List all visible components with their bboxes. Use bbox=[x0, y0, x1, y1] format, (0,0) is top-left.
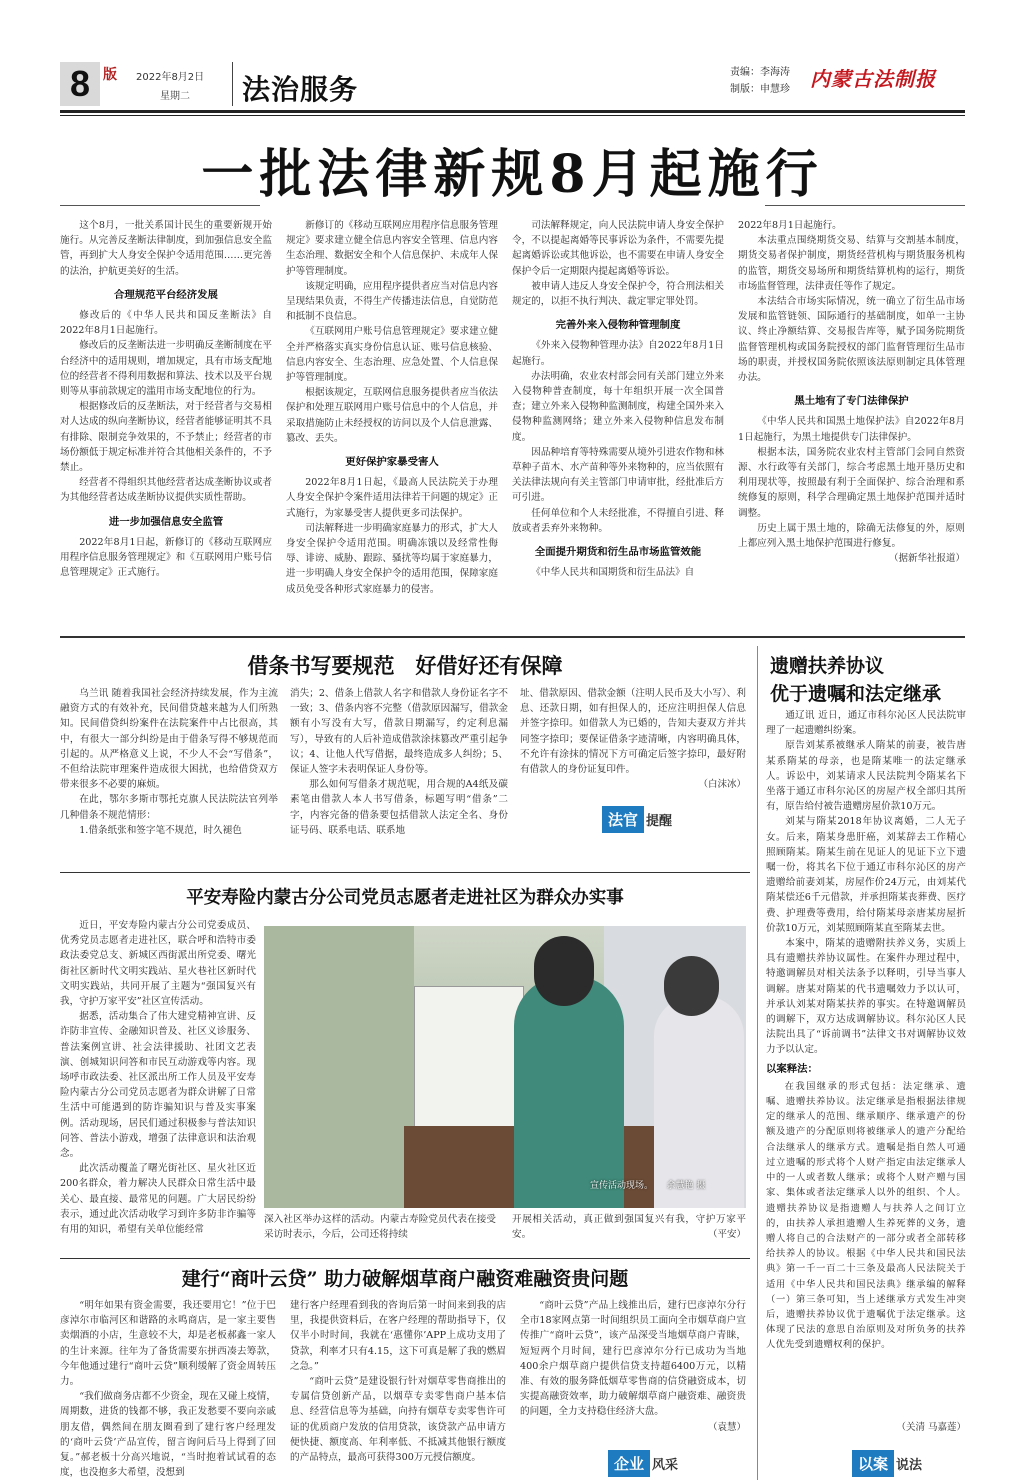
paragraph: 办法明确，农业农村部会同有关部门建立外来入侵物种普查制度，每十年组织开展一次全国普查；建立外来入侵物种监测制度，构建全国外来入侵物种监测网络；建立外来入侵物种信息发布制度。 bbox=[512, 370, 724, 443]
paragraph: 刘某与隋某2018年协议离婚，二人无子女。后来，隋某身患肝癌，刘某辞去工作精心照顾隋某。隋某生前在见证人的见证下立下遗嘱一份，将其名下位于通辽市科尔沁区的房产遗赠给前妻刘某，房屋作价24万元，由刘某代隋某偿还6千元借款，并承担隋某丧葬费、医疗费、护理费等费用，给付隋某母亲唐某房屋折价款10万元，刘某照顾隋某直至隋某去世。 bbox=[766, 816, 966, 934]
paragraph: 新修订的《移动互联网应用程序信息服务管理规定》要求建立健全信息内容安全管理、信息内容生态治理、数据安全和个人信息保护、未成年人保护等管理制度。 bbox=[286, 220, 498, 277]
paragraph: 2022年8月1日起，新修订的《移动互联网应用程序信息服务管理规定》和《互联网用户账号信息管理规定》正式施行。 bbox=[60, 536, 272, 579]
paragraph: “明年如果有资金需要，我还要用它！”位于巴彦淖尔市临河区和谐路的永鸣商店，是一家主要售卖烟酒的小店，生意较不大，却是老板郝鑫一家人的生计来源。往年为了备货需要东拼西凑去筹款，今年他通过建行“商叶云贷”顺利缓解了资金周转压力。 bbox=[60, 1300, 276, 1388]
ccb-column-1 bbox=[60, 1298, 276, 1478]
lead-subhead: 黑土地有了专门法律保护 bbox=[794, 395, 909, 408]
paragraph: 址、借款原因、借款金额（注明人民币及大小写）、利息、还款日期，如有担保人的，还应注明担保人信息并签字捺印。如借款人为已婚的，告知夫妻双方并共同签字捺印；要保证借条字迹清晰，内容明确具体，不允许有涂抹的情况下方可确定后签字捺印，最好附有借款人的身份证复印件。 bbox=[520, 688, 746, 776]
case-explain-body: 在我国继承的形式包括：法定继承、遗嘱、遗赠扶养协议。法定继承是指根据法律规定的继承人的范围、继承顺序、继承遗产的份额及遗产的分配原则将被继承人的遗产分配给合法继承人的继承方式。遗嘱是指自然人可通过立遗嘱的形式将个人财产指定由法定继承人中的一人或者数人继承；或将个人财产赠与国家、集体或者法定继承人以外的组织、个人。遗赠扶养协议是指遗赠人与扶养人之间订立的，由扶养人承担遗赠人生养死葬的义务，遗赠人将自己的合法财产的一部分或者全部转移给扶养人的协议。根据《中华人民共和国民法典》第一千一百二十三条及最高人民法院关于适用《中华人民共和国民法典》继承编的解释（一）第三条可知，当上述继承方式发生冲突后，遗赠扶养协议优于遗嘱优于法定继承。这体现了民法的意思自治原则及对所负务的扶养人优先受到遗赠权利的保护。 bbox=[766, 1080, 966, 1351]
lead-subhead: 完善外来入侵物种管理制度 bbox=[555, 319, 681, 332]
article-credit: （平安） bbox=[707, 1229, 746, 1241]
ccb-column-2 bbox=[290, 1298, 506, 1478]
photo-volunteer bbox=[514, 976, 624, 1208]
lead-subhead: 全面提升期货和衍生品市场监管效能 bbox=[534, 546, 702, 559]
paragraph: 2022年8月1日起，《最高人民法院关于办理人身安全保护令案件适用法律若干问题的规定》正式施行，为家暴受害人提供更多司法保护。 bbox=[286, 477, 498, 519]
gift-article-body bbox=[766, 708, 966, 1393]
lead-subhead: 更好保护家暴受害人 bbox=[345, 456, 439, 469]
article-credit: （白沫冰） bbox=[698, 779, 746, 791]
paragraph: 因品种培育等特殊需要从境外引进农作物和林草种子苗木、水产苗种等外来物种的，应当依照有关法律法规向有关主管部门申请审批，经批准后方可引进。 bbox=[512, 446, 724, 504]
pingan-column-3 bbox=[512, 1212, 746, 1258]
tag-text: 说法 bbox=[896, 1458, 923, 1473]
section-rule bbox=[60, 636, 965, 638]
ccb-column-3 bbox=[520, 1298, 746, 1440]
paragraph: 在此，鄂尔多斯市鄂托克旗人民法院法官列举几种借条不规范情形： bbox=[60, 794, 278, 821]
header-rule-thin bbox=[60, 115, 965, 116]
paragraph: 1.借条纸张和签字笔不规范，时久褪色 bbox=[79, 824, 242, 836]
paragraph: 此次活动覆盖了曙光街社区、星火社区近200名群众，着力解决人民群众日常生活中最关心、最直接、最常见的问题。广大居民纷纷表示，通过此次活动收学习到许多防非诈骗等有用的知识，希望有关单位能经常 bbox=[60, 1163, 256, 1236]
pingan-column-2 bbox=[264, 1212, 496, 1258]
paragraph: 本案中，隋某的遗赠附扶养义务，实质上具有遗赠扶养协议属性。在案件办理过程中，特邀调解员对相关法条予以释明，引导当事人调解。唐某对隋某的代书遗嘱效力予以认可，并承认刘某对隋某扶养的事实。在特邀调解员的调解下，双方达成调解协议。科尔沁区人民法院出具了“诉前调书”法律文书对调解协议效力予以认定。 bbox=[766, 938, 966, 1056]
article-credit: （袁慧） bbox=[707, 1421, 746, 1433]
event-photo bbox=[264, 926, 746, 1208]
loan-column-3 bbox=[520, 686, 746, 798]
paragraph: 历史上属于黑土地的，除确无法修复的外，原则上都应列入黑土地保护范围进行修复。 bbox=[738, 522, 965, 550]
pingan-article-title: 平安寿险内蒙古分公司党员志愿者走进社区为群众办实事 bbox=[186, 888, 624, 908]
paragraph: 被申请人违反人身安全保护令，符合刑法相关规定的，以拒不执行判决、裁定罪定罪处罚。 bbox=[512, 280, 724, 308]
paragraph: “我们做商务店都不少资金，现在又碰上疫情，周期数，进货的钱都不够，我正发愁要不要向亲戚朋友借，偶然间在朋友圈看到了建行客户经理发的‘商叶云贷’产品宣传，留言询问后马上得到了回复。”郝老板十分高兴地说，“当时抱着试试看的态度，也没抱多大希望，没想到 bbox=[60, 1391, 276, 1478]
gift-title-line-1: 遗赠扶养协议 bbox=[770, 655, 885, 677]
paragraph: 据悉，活动集合了伟大建党精神宣讲、反诈防非宣传、金融知识普及、社区义诊服务、普法案例宣讲、社会法律援助、社团文艺表演、创城知识问答和市民互动游戏等内容。现场呼市政法委、社区派出所工作人员及平安寿险内蒙古分公司党员志愿者为群众讲解了日常生活中可能遇到的防诈骗知识与普及实事案例。活动现场，居民们通过积极参与普法知识问答、普法小游戏，增强了法律意识和法治观念。 bbox=[60, 1011, 256, 1160]
tag-box: 企业 bbox=[608, 1450, 650, 1477]
paragraph: 原告刘某系被继承人隋某的前妻，被告唐某系隋某的母亲，也是隋某唯一的法定继承人。诉讼中，刘某请求人民法院判令隋某名下坐落于通辽市科尔沁区的房屋产权全部归其所有，原告给付被告遗赠房屋价款10万元。 bbox=[766, 740, 966, 813]
paragraph: 乌兰讯 随着我国社会经济持续发展，作为主流融资方式的有效补充，民间借贷越来越为人们所熟知。民间借贷纠纷案件在法院案件中占比很高，其中，有很大一部分纠纷是由于借条写得不够规范而引起的。从严格意义上说，不少人不会“写借条”，不但给法院审理案件造成很大困扰，也给借贷双方带来很多不必要的麻烦。 bbox=[60, 688, 278, 791]
judge-reminder-tag bbox=[602, 806, 672, 833]
loan-article-title: 借条书写要规范 好借好还有保障 bbox=[247, 653, 563, 678]
loan-column-1 bbox=[60, 686, 278, 866]
gift-title-line-2: 优于遗嘱和法定继承 bbox=[770, 683, 942, 705]
headline-rule-left bbox=[60, 205, 260, 206]
case-explain-tag bbox=[852, 1450, 922, 1477]
paragraph: “商叶云贷”产品上线推出后，建行巴彦淖尔分行全市18家网点第一时间组织员工面向全市烟草商户宣传推广“商叶云贷”，该产品深受当地烟草商户青睐，短短两个月时间，建行巴彦淖尔分行已成功为当地400余户烟草商户提供信贷支持超6400万元，以精准、有效的服务降低烟草零售商的信贷融资成本，切实提高融资效率，助力破解烟草商户融资难、融资贵的问题，全力支持稳住经济大盘。 bbox=[520, 1300, 746, 1418]
tag-box: 法官 bbox=[602, 806, 644, 833]
photo-display-board bbox=[414, 986, 524, 1136]
page-number: 8 bbox=[60, 62, 100, 106]
producer-credit: 制版：申慧珍 bbox=[730, 84, 790, 95]
issue-date: 2022年8月2日 bbox=[136, 72, 205, 83]
paragraph: “商叶云贷”是建设银行针对烟草零售商推出的专属信贷创新产品，以烟草专卖零售商户基本信息、经营信息等为基础，向持有烟草专卖零售许可证的优质商户发放的信用贷款，该贷款产品申请方便快捷、额度高、年利率低、不抵减其他银行额度的产品特点，最高可获得300万元授信额度。 bbox=[290, 1376, 506, 1464]
editor-credit: 责编：李海涛 bbox=[730, 67, 790, 78]
paragraph: 任何单位和个人未经批准，不得擅自引进、释放或者丢弃外来物种。 bbox=[512, 507, 724, 534]
paragraph: 《中华人民共和国期货和衍生品法》自 bbox=[531, 567, 695, 579]
ccb-article-title: 建行“商叶云贷” 助力破解烟草商户融资难融资贵问题 bbox=[181, 1268, 629, 1290]
lead-column-2 bbox=[286, 218, 498, 628]
header-rule-thick bbox=[60, 110, 965, 113]
photo-volunteer-head bbox=[534, 936, 594, 1006]
photo-tree-area bbox=[264, 926, 414, 1208]
paragraph: 修改后的反垄断法进一步明确反垄断制度在平台经济中的适用规则，增加规定，具有市场支配地位的经营者不得利用数据和算法、技术以及平台规则等从事前款规定的滥用市场支配地位的行为。 bbox=[60, 340, 272, 398]
lead-headline: 一批法律新规8月起施行 bbox=[201, 144, 824, 205]
lead-subhead: 合理规范平台经济发展 bbox=[114, 288, 218, 301]
enterprise-tag bbox=[608, 1450, 678, 1477]
lead-column-3 bbox=[512, 218, 724, 628]
paragraph: 根据本法，国务院农业农村主管部门会同自然资源、水行政等有关部门，综合考虑黑土地开垦历史和利用现状等，按照最有利于全面保护、综合治理和系统修复的原则，科学合理确定黑土地保护范围并适时调整。 bbox=[738, 446, 965, 519]
paragraph: 本法结合市场实际情况，统一确立了衍生品市场发展和监管链领、国际通行的基础制度，如单一主协议、终止净额结算、交易报告库等，赋予国务院期货监督管理机构或国务院授权的部门监督管理衍生品市场的职责，并授权国务院依照该法原则制定具体管理办法。 bbox=[738, 296, 965, 384]
paragraph: 开展相关活动，真正做到强国复兴有我，守护万家平安。 bbox=[512, 1214, 746, 1241]
paragraph: 《互联网用户账号信息管理规定》要求建立健全并严格落实真实身份信息认证、账号信息核验、信息内容安全、生态治理、应急处置、个人信息保护等管理制度。 bbox=[286, 326, 498, 384]
column-divider bbox=[757, 646, 758, 1480]
headline-rule-right bbox=[765, 205, 965, 206]
tag-box: 以案 bbox=[852, 1450, 894, 1477]
tag-text: 提醒 bbox=[646, 814, 673, 829]
paragraph: 建行客户经理看到我的咨询后第一时间来到我的店里，我提供资料后，在客户经理的帮助指导下，仅仅半小时时间，我就在‘惠懂你’APP上成功支用了贷款，利率才只有4.15，这下可真是解了我的燃眉之急。” bbox=[290, 1300, 506, 1372]
paragraph: 那么如何写借条才规范呢，用合规的A4纸及碳素笔由借款人本人书写借条，标题写明“借条”二字，内容完备的借条要包括借款人法定全名、身份证号码、联系电话、联系地 bbox=[290, 779, 508, 836]
paragraph: 根据该规定，互联网信息服务提供者应当依法保护和处理互联网用户账号信息中的个人信息，并采取措施防止未经授权的访问以及个人信息泄露、篡改、丢失。 bbox=[286, 387, 498, 444]
pingan-column-1 bbox=[60, 918, 256, 1258]
paragraph: 本法重点围绕期货交易、结算与交割基本制度，期货交易者保护制度，期货经营机构与期货服务机构的监管，期货交易场所和期货结算机构的运行，期货市场监督管理，法律责任等作了规定。 bbox=[738, 235, 965, 292]
paragraph: 司法解释进一步明确家庭暴力的形式，扩大人身安全保护令适用范围。明确冻饿以及经常性侮辱、诽谤、威胁、跟踪、骚扰等均属于家庭暴力，进一步明确人身安全保护令的适用范围，保障家庭成员免受各种形式家庭暴力的侵害。 bbox=[286, 522, 498, 595]
section-rule bbox=[60, 872, 750, 873]
loan-column-2 bbox=[290, 686, 508, 866]
paragraph: 深入社区举办这样的活动。内蒙古寿险党员代表在接受采访时表示，今后，公司还将持续 bbox=[264, 1214, 496, 1241]
issue-weekday: 星期二 bbox=[160, 91, 190, 102]
paragraph: 根据修改后的反垄断法，对于经营者与交易相对人达成的纵向垄断协议，经营者能够证明其不具有排除、限制竞争效果的，不予禁止；经营者的市场份额低于规定标准并符合其他相关条件的，不予禁止。 bbox=[60, 401, 272, 474]
lead-column-4 bbox=[738, 218, 965, 628]
article-credit: （据新华社报道） bbox=[888, 553, 965, 565]
page-ban-label: 版 bbox=[103, 67, 117, 83]
photo-resident bbox=[654, 996, 744, 1208]
paragraph: 《外来入侵物种管理办法》自2022年8月1日起施行。 bbox=[512, 340, 724, 367]
gift-article-title bbox=[770, 652, 965, 708]
newspaper-logo: 内蒙古法制报 bbox=[810, 67, 936, 91]
case-explain-title: 以案释法： bbox=[766, 1062, 818, 1075]
paragraph: 修改后的《中华人民共和国反垄断法》自2022年8月1日起施行。 bbox=[60, 310, 272, 337]
paragraph: 通辽讯 近日，通辽市科尔沁区人民法院审理了一起遗赠纠纷案。 bbox=[766, 710, 966, 737]
photo-caption: 宣传活动现场。 余慧艳 摄 bbox=[590, 1181, 706, 1191]
tag-text: 风采 bbox=[652, 1458, 679, 1473]
lead-intro: 这个8月，一批关系国计民生的重要新规开始施行。从完善反垄断法律制度，到加强信息安全监管，再到扩大人身安全保护令适用范围……更完善的法治，护航更美好的生活。 bbox=[60, 220, 272, 277]
paragraph: 2022年8月1日起施行。 bbox=[738, 220, 842, 231]
article-credit: （关清 马嘉莲） bbox=[896, 1422, 966, 1433]
paragraph: 该规定明确，应用程序提供者应当对信息内容呈现结果负责，不得生产传播违法信息，自觉防范和抵制不良信息。 bbox=[286, 280, 498, 323]
lead-column-1 bbox=[60, 218, 272, 628]
header-divider bbox=[232, 62, 233, 106]
section-title: 法治服务 bbox=[242, 73, 359, 106]
lead-subhead: 进一步加强信息安全监管 bbox=[108, 515, 224, 528]
paragraph: 经营者不得组织其他经营者达成垄断协议或者为其他经营者达成垄断协议提供实质性帮助。 bbox=[60, 477, 272, 504]
paragraph: 近日，平安寿险内蒙古分公司党委成员、优秀党员志愿者走进社区，联合呼和浩特市委政法委党总支、新城区西街派出所党委、曙光街社区新时代文明实践站、星火巷社区新时代文明实践站，共同开展了主题为“强国复兴有我，守护万家平安”社区宣传活动。 bbox=[60, 920, 256, 1008]
paragraph: 司法解释规定，向人民法院申请人身安全保护令，不以提起离婚等民事诉讼为条件，不需要先提起离婚诉讼或其他诉讼，也不需要在申请人身安全保护令后一定期限内提起离婚等诉讼。 bbox=[512, 220, 724, 277]
paragraph: 消失；2、借条上借款人名字和借款人身份证名字不一致；3、借条内容不完整（借款原因漏写，借款金额有小写没有大写，借款日期漏写，约定利息漏写），导致有的人后补造成借款涂抹篡改严重引起争议；4、让他人代写借据，最终造成多人纠纷；5、保证人签字未表明保证人身份等。 bbox=[290, 688, 508, 776]
paragraph: 《中华人民共和国黑土地保护法》自2022年8月1日起施行，为黑土地提供专门法律保护。 bbox=[738, 416, 965, 443]
section-rule bbox=[60, 1258, 750, 1259]
photo-resident-head bbox=[664, 956, 719, 1016]
